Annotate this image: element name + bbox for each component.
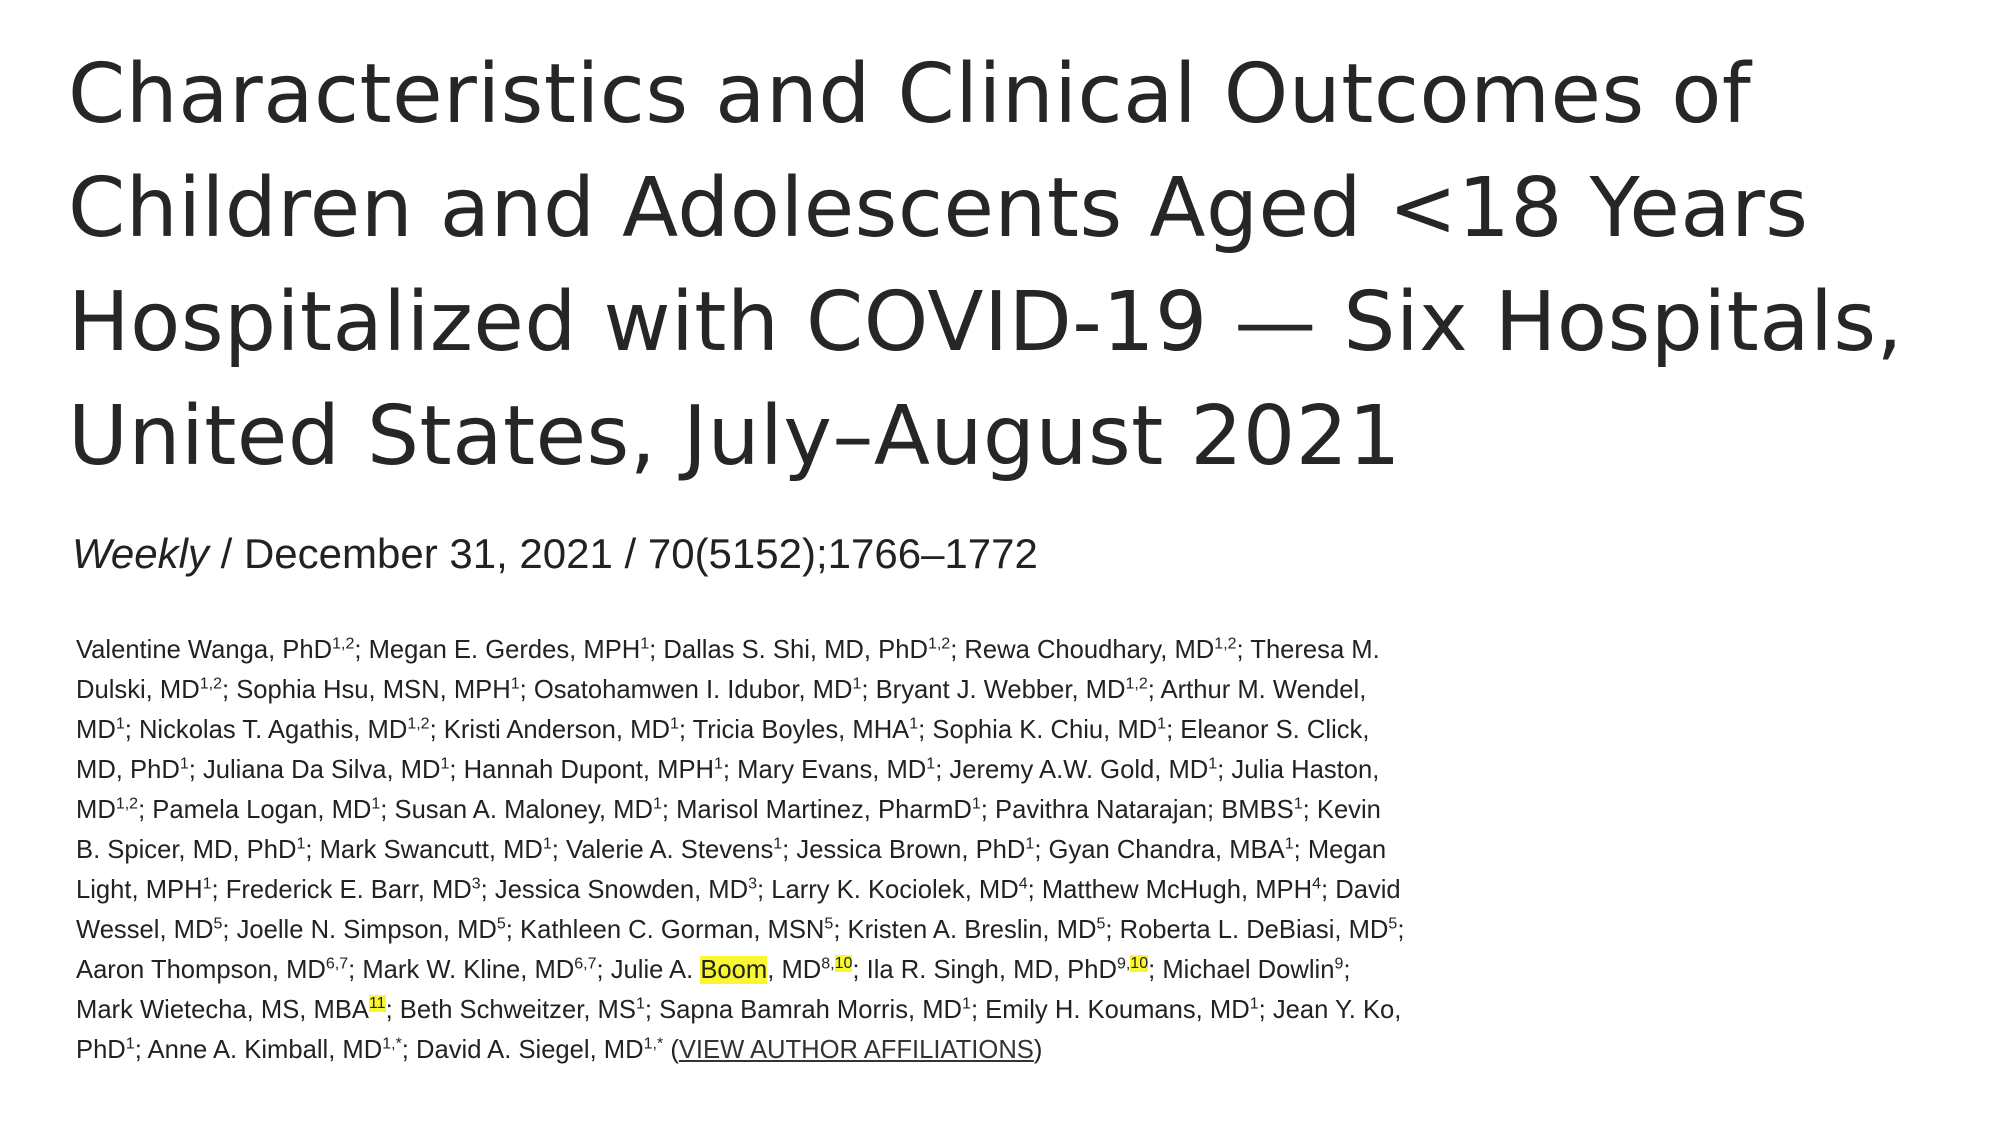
affiliation-superscript: 1 [773, 835, 783, 853]
author-line [76, 990, 1476, 1030]
author-text: ; Kristi Anderson, MD [429, 716, 670, 744]
author-text: ; [1343, 956, 1351, 984]
affiliation-superscript: 1 [371, 795, 381, 813]
affiliation-superscript: 1,2 [115, 795, 139, 813]
affiliation-superscript: 1 [440, 755, 450, 773]
affiliation-superscript: 1 [669, 715, 679, 733]
author-text: MD [76, 796, 116, 824]
affiliation-superscript: 1 [115, 715, 125, 733]
view-author-affiliations-link[interactable]: VIEW AUTHOR AFFILIATIONS [678, 1036, 1034, 1064]
author-text: ( [663, 1036, 679, 1064]
author-text: MD [76, 716, 116, 744]
title-line: Characteristics and Clinical Outcomes of [68, 47, 1752, 142]
affiliation-superscript: 1 [510, 675, 520, 693]
author-text: ; Arthur M. Wendel, [1147, 676, 1367, 704]
author-text: ; Megan [1293, 836, 1387, 864]
author-text: ; Osatohamwen I. Idubor, MD [519, 676, 853, 704]
author-text: Wessel, MD [76, 916, 214, 944]
author-line [76, 710, 1476, 750]
affiliation-superscript: 10 [1130, 955, 1149, 973]
affiliation-superscript: 1 [852, 675, 862, 693]
affiliation-superscript: 5 [1388, 915, 1398, 933]
author-line [76, 790, 1476, 830]
affiliation-superscript: 1,2 [927, 635, 951, 653]
affiliation-superscript: 1 [714, 755, 723, 773]
author-text: Valentine Wanga, PhD [76, 636, 333, 664]
title-line: United States, July–August 2021 [68, 389, 1402, 484]
affiliation-superscript: 9, [1116, 955, 1131, 973]
author-text: ; Michael Dowlin [1148, 956, 1335, 984]
author-line [76, 830, 1476, 870]
affiliation-superscript: 6,7 [325, 955, 349, 973]
author-text: ; Mark Swancutt, MD [305, 836, 543, 864]
author-text: ; Julia Haston, [1217, 756, 1380, 784]
affiliation-superscript: 5 [1096, 915, 1106, 933]
article-title [68, 38, 1968, 494]
author-text: ; David [1321, 876, 1401, 904]
author-list [76, 630, 1476, 1070]
affiliation-superscript: 1 [202, 875, 212, 893]
affiliation-superscript: 1,2 [199, 675, 222, 693]
author-text: ; Frederick E. Barr, MD [211, 876, 472, 904]
author-text: Light, MPH [76, 876, 203, 904]
affiliation-superscript: 1 [652, 795, 662, 813]
affiliation-superscript: 1 [640, 635, 650, 653]
author-text: ; Bryant J. Webber, MD [861, 676, 1126, 704]
affiliation-superscript: 1 [125, 1035, 135, 1053]
author-text: Aaron Thompson, MD [76, 956, 326, 984]
author-text: Dulski, MD [76, 676, 200, 704]
citation-details: / December 31, 2021 / 70(5152);1766–1772 [208, 530, 1038, 577]
affiliation-superscript: 1 [1284, 835, 1294, 853]
affiliation-superscript: 1 [962, 995, 971, 1013]
affiliation-superscript: 6,7 [574, 955, 597, 973]
affiliation-superscript: 1 [542, 835, 552, 853]
author-text: ; Joelle N. Simpson, MD [222, 916, 497, 944]
author-text: ; Hannah Dupont, MPH [449, 756, 715, 784]
author-text: , MD [767, 956, 822, 984]
affiliation-superscript: 1,* [382, 1035, 402, 1053]
affiliation-superscript: 5 [824, 915, 834, 933]
author-text: ; Jean Y. Ko, [1258, 996, 1402, 1024]
author-text: PhD [76, 1036, 126, 1064]
affiliation-superscript: 5 [213, 915, 223, 933]
author-text: ; Roberta L. DeBiasi, MD [1105, 916, 1389, 944]
author-text: ) [1033, 1036, 1043, 1064]
affiliation-superscript: 9 [1334, 955, 1344, 973]
author-text: ; Eleanor S. Click, [1166, 716, 1370, 744]
author-text: ; Emily H. Koumans, MD [970, 996, 1250, 1024]
author-line [76, 630, 1476, 670]
affiliation-superscript: 1 [1293, 795, 1303, 813]
author-text: ; Mark W. Kline, MD [348, 956, 575, 984]
author-text: ; Kathleen C. Gorman, MSN [505, 916, 825, 944]
affiliation-superscript: 1 [1025, 835, 1035, 853]
title-line: Hospitalized with COVID-19 — Six Hospitals, [68, 275, 1904, 370]
author-text: B. Spicer, MD, PhD [76, 836, 297, 864]
author-line [76, 750, 1476, 790]
author-text: ; Susan A. Maloney, MD [380, 796, 653, 824]
author-text: ; Mary Evans, MD [722, 756, 927, 784]
affiliation-superscript: 1 [971, 795, 981, 813]
author-text: ; David A. Siegel, MD [401, 1036, 644, 1064]
title-line: Children and Adolescents Aged <18 Years [68, 161, 1809, 256]
author-text: ; Tricia Boyles, MHA [678, 716, 910, 744]
affiliation-superscript: 1,2 [1125, 675, 1148, 693]
affiliation-superscript: 1 [909, 715, 919, 733]
author-text: MD, PhD [76, 756, 180, 784]
series-name: Weekly [72, 530, 209, 577]
author-text: ; Megan E. Gerdes, MPH [354, 636, 641, 664]
author-text: ; Ila R. Singh, MD, PhD [852, 956, 1117, 984]
author-text: ; Jessica Brown, PhD [782, 836, 1026, 864]
author-text: ; Kristen A. Breslin, MD [833, 916, 1097, 944]
author-line [76, 870, 1476, 910]
affiliation-superscript: 1 [635, 995, 645, 1013]
author-line [76, 670, 1476, 710]
author-text: ; Jessica Snowden, MD [480, 876, 749, 904]
affiliation-superscript: 1 [926, 755, 936, 773]
author-text: ; [1397, 916, 1405, 944]
author-text: ; Sophia K. Chiu, MD [918, 716, 1158, 744]
author-text: ; Theresa M. [1236, 636, 1380, 664]
author-text: ; Valerie A. Stevens [551, 836, 774, 864]
author-text: ; Anne A. Kimball, MD [134, 1036, 383, 1064]
author-text: ; Matthew McHugh, MPH [1027, 876, 1313, 904]
affiliation-superscript: 1 [1208, 755, 1218, 773]
affiliation-superscript: 1,2 [1214, 635, 1237, 653]
affiliation-superscript: 3 [471, 875, 481, 893]
affiliation-superscript: 4 [1018, 875, 1028, 893]
affiliation-superscript: 3 [748, 875, 758, 893]
author-line [76, 910, 1476, 950]
affiliation-superscript: 1 [296, 835, 306, 853]
affiliation-superscript: 1,2 [407, 715, 430, 733]
author-text: ; Julie A. [596, 956, 701, 984]
author-text: ; Dallas S. Shi, MD, PhD [649, 636, 928, 664]
author-text: ; Sapna Bamrah Morris, MD [644, 996, 963, 1024]
author-text: Mark Wietecha, MS, MBA [76, 996, 369, 1024]
affiliation-superscript: 1 [1157, 715, 1167, 733]
affiliation-superscript: 11 [368, 995, 386, 1013]
author-text: ; Juliana Da Silva, MD [188, 756, 441, 784]
affiliation-superscript: 4 [1312, 875, 1321, 893]
author-text: ; Rewa Choudhary, MD [950, 636, 1215, 664]
affiliation-superscript: 5 [496, 915, 506, 933]
affiliation-superscript: 1,2 [332, 635, 355, 653]
author-text: ; Sophia Hsu, MSN, MPH [221, 676, 511, 704]
author-text: ; Kevin [1302, 796, 1381, 824]
author-line [76, 950, 1476, 990]
author-text: ; Gyan Chandra, MBA [1034, 836, 1285, 864]
affiliation-superscript: 10 [834, 955, 853, 973]
author-text: ; Beth Schweitzer, MS [385, 996, 636, 1024]
author-text: ; Jeremy A.W. Gold, MD [935, 756, 1209, 784]
affiliation-superscript: 1 [179, 755, 189, 773]
affiliation-superscript: 8, [821, 955, 835, 973]
author-text: ; Marisol Martinez, PharmD [661, 796, 972, 824]
publication-citation [72, 530, 1038, 578]
author-text: ; Pavithra Natarajan; BMBS [980, 796, 1294, 824]
highlighted-author-name: Boom [700, 956, 768, 984]
affiliation-superscript: 1,* [643, 1035, 664, 1053]
author-text: ; Pamela Logan, MD [138, 796, 372, 824]
author-line [76, 1030, 1476, 1070]
author-text: ; Larry K. Kociolek, MD [757, 876, 1019, 904]
affiliation-superscript: 1 [1249, 995, 1259, 1013]
author-text: ; Nickolas T. Agathis, MD [124, 716, 408, 744]
